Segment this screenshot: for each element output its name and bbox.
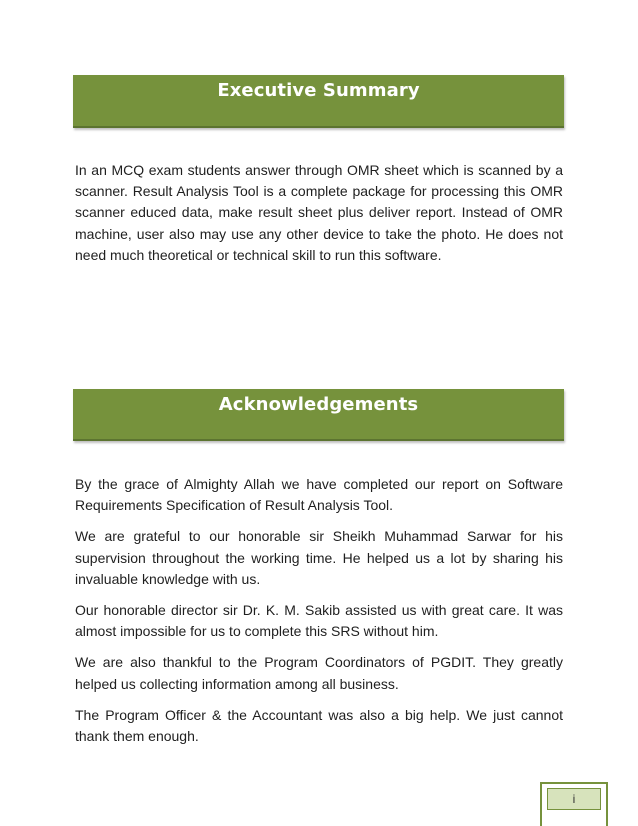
page-number: i — [547, 788, 601, 810]
page-number-frame-right — [606, 782, 608, 826]
acknowledgement-paragraph: The Program Officer & the Accountant was also a big help. We just cannot thank them enough. — [75, 706, 563, 745]
page-number-frame-left — [540, 782, 542, 826]
acknowledgement-paragraph: We are grateful to our honorable sir Sheikh Muhammad Sarwar for his supervision throughout the working time. He helped us a lot by sharing his invaluable knowledge with us. — [75, 528, 563, 587]
acknowledgement-paragraph: By the grace of Almighty Allah we have completed our report on Software Requirements Specification of Result Analysis Tool. — [75, 476, 563, 514]
acknowledgement-paragraph: Our honorable director sir Dr. K. M. Sakib assisted us with great care. It was almost impossible for us to complete this SRS without him. — [75, 602, 563, 640]
acknowledgements-banner — [73, 389, 564, 441]
page-number-box — [540, 782, 608, 826]
executive-summary-banner — [73, 75, 564, 128]
acknowledgements-text — [75, 474, 563, 757]
executive-summary-text: In an MCQ exam students answer through OMR sheet which is scanned by a scanner. Result Analysis Tool is a complete package for processing this OMR scanner educed data, make result sheet plus deliver report. Instead of OMR machine, user also may use any other device to take the photo. He does not need much theoretical or technical skill to run this software. — [75, 162, 563, 263]
acknowledgements-heading: Acknowledgements — [218, 394, 419, 415]
executive-summary-heading: Executive Summary — [217, 80, 420, 101]
page-number-frame — [540, 782, 608, 784]
acknowledgement-paragraph: We are also thankful to the Program Coordinators of PGDIT. They greatly helped us collecting information among all business. — [75, 654, 563, 692]
